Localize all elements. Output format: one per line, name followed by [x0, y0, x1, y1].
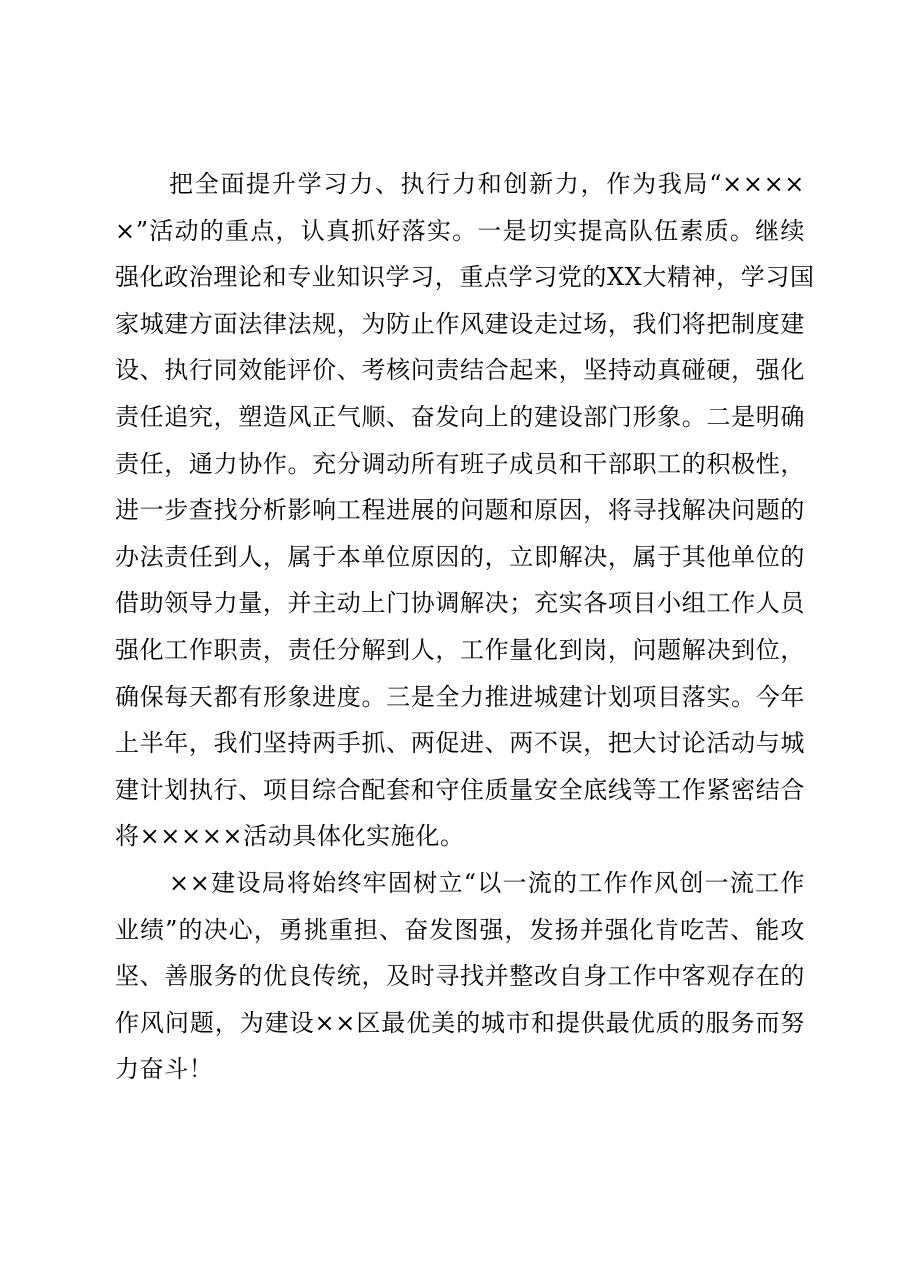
paragraph-line: ××建设局将始终牢固树立“以一流的工作作风创一流工作: [169, 868, 805, 897]
paragraph-line: 借助领导力量，并主动上门协调解决；充实各项目小组工作人员: [115, 589, 805, 618]
paragraph-line: 责任追究，塑造风正气顺、奋发向上的建设部门形象。二是明确: [115, 402, 805, 431]
paragraph-line: 强化工作职责，责任分解到人，工作量化到岗，问题解决到位，: [115, 635, 805, 664]
document-body: [115, 161, 815, 1093]
paragraph-line: 建计划执行、项目综合配套和守住质量安全底线等工作紧密结合: [115, 775, 805, 804]
paragraph-2: [115, 860, 805, 1093]
paragraph-line: 作风问题，为建设××区最优美的城市和提供最优质的服务而努: [115, 1008, 805, 1037]
paragraph-line: ×”活动的重点，认真抓好落实。一是切实提高队伍素质。继续: [115, 216, 805, 245]
paragraph-line: 业绩”的决心，勇挑重担、奋发图强，发扬并强化肯吃苦、能攻: [115, 915, 805, 944]
paragraph-line: 家城建方面法律法规，为防止作风建设走过场，我们将把制度建: [115, 309, 805, 338]
paragraph-line: 进一步查找分析影响工程进展的问题和原因，将寻找解决问题的: [115, 496, 805, 525]
paragraph-1: [115, 161, 815, 860]
paragraph-line: 办法责任到人，属于本单位原因的，立即解决，属于其他单位的: [115, 542, 805, 571]
paragraph-line: 确保每天都有形象进度。三是全力推进城建计划项目落实。今年: [115, 682, 805, 711]
paragraph-line: 责任，通力协作。充分调动所有班子成员和干部职工的积极性，: [115, 449, 805, 478]
paragraph-line: 将×××××活动具体化实施化。: [115, 822, 465, 851]
paragraph-line: 设、执行同效能评价、考核问责结合起来，坚持动真碰硬，强化: [115, 356, 805, 385]
paragraph-line: 把全面提升学习力、执行力和创新力，作为我局“××××: [169, 170, 805, 198]
paragraph-line: 力奋斗！: [115, 1055, 214, 1084]
paragraph-line: 上半年，我们坚持两手抓、两促进、两不误，把大讨论活动与城: [115, 729, 805, 758]
paragraph-line: 坚、善服务的优良传统，及时寻找并整改自身工作中客观存在的: [115, 962, 805, 991]
paragraph-line: 强化政治理论和专业知识学习，重点学习党的XX大精神，学习国: [115, 263, 815, 292]
